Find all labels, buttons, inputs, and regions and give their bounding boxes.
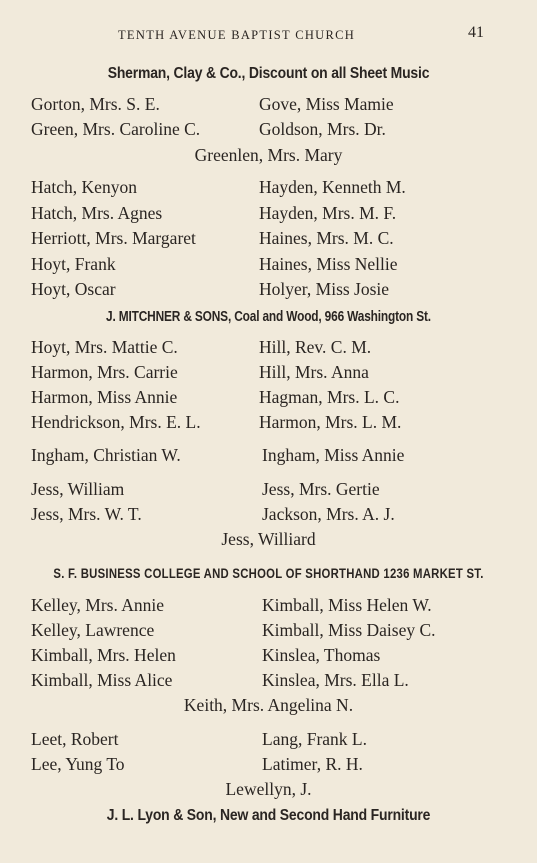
list-item: Kimball, Miss Daisey C.	[262, 620, 436, 640]
list-item: Jess, Mrs. W. T.	[31, 504, 142, 524]
list-item: Kelley, Lawrence	[31, 620, 155, 640]
list-item: Hagman, Mrs. L. C.	[259, 387, 400, 407]
list-item: Ingham, Miss Annie	[262, 445, 405, 465]
list-item: Kinslea, Mrs. Ella L.	[262, 670, 409, 690]
list-item: Harmon, Miss Annie	[31, 387, 178, 407]
list-item: Jess, William	[31, 479, 125, 499]
list-item: Greenlen, Mrs. Mary	[194, 145, 343, 165]
ad-sf-business-college: S. F. BUSINESS COLLEGE AND SCHOOL OF SHORTHAND 1236 MARKET ST.	[53, 566, 484, 581]
list-item: Gove, Miss Mamie	[259, 94, 394, 114]
list-item: Hoyt, Mrs. Mattie C.	[31, 337, 178, 357]
list-item: Lewellyn, J.	[225, 779, 312, 799]
list-item: Hill, Rev. C. M.	[259, 337, 372, 357]
list-item: Haines, Miss Nellie	[259, 254, 398, 274]
list-item: Lang, Frank L.	[262, 729, 367, 749]
list-item: Herriott, Mrs. Margaret	[31, 228, 196, 248]
list-item: Keith, Mrs. Angelina N.	[183, 695, 354, 715]
list-item: Jess, Williard	[221, 529, 316, 549]
list-item: Hill, Mrs. Anna	[259, 362, 369, 382]
list-item: Hatch, Mrs. Agnes	[31, 203, 163, 223]
list-item: Ingham, Christian W.	[31, 445, 181, 465]
ad-mitchner-sons: J. MITCHNER & SONS, Coal and Wood, 966 Washington St.	[106, 309, 431, 325]
list-item: Harmon, Mrs. Carrie	[31, 362, 178, 382]
list-item: Green, Mrs. Caroline C.	[31, 119, 201, 139]
list-item: Kimball, Mrs. Helen	[31, 645, 176, 665]
list-item: Hayden, Kenneth M.	[259, 177, 406, 197]
list-item: Lee, Yung To	[31, 754, 125, 774]
list-item: Hatch, Kenyon	[31, 177, 137, 197]
list-item: Holyer, Miss Josie	[259, 279, 390, 299]
running-head: TENTH AVENUE BAPTIST CHURCH	[118, 28, 356, 42]
ad-lyon-son: J. L. Lyon & Son, New and Second Hand Furniture	[106, 807, 431, 824]
list-item: Hoyt, Frank	[31, 254, 116, 274]
list-item: Hayden, Mrs. M. F.	[259, 203, 397, 223]
list-item: Hoyt, Oscar	[31, 279, 116, 299]
list-item: Kimball, Miss Helen W.	[262, 595, 432, 615]
list-item: Kelley, Mrs. Annie	[31, 595, 165, 615]
list-item: Gorton, Mrs. S. E.	[31, 94, 160, 114]
ad-sherman-clay: Sherman, Clay & Co., Discount on all Sheet Music	[107, 65, 430, 82]
list-item: Jess, Mrs. Gertie	[262, 479, 380, 499]
list-item: Kinslea, Thomas	[262, 645, 381, 665]
list-item: Jackson, Mrs. A. J.	[262, 504, 395, 524]
list-item: Goldson, Mrs. Dr.	[259, 119, 386, 139]
list-item: Hendrickson, Mrs. E. L.	[31, 412, 201, 432]
list-item: Kimball, Miss Alice	[31, 670, 173, 690]
list-item: Haines, Mrs. M. C.	[259, 228, 394, 248]
list-item: Harmon, Mrs. L. M.	[259, 412, 402, 432]
list-item: Latimer, R. H.	[262, 754, 363, 774]
list-item: Leet, Robert	[31, 729, 119, 749]
page-number: 41	[468, 24, 484, 41]
